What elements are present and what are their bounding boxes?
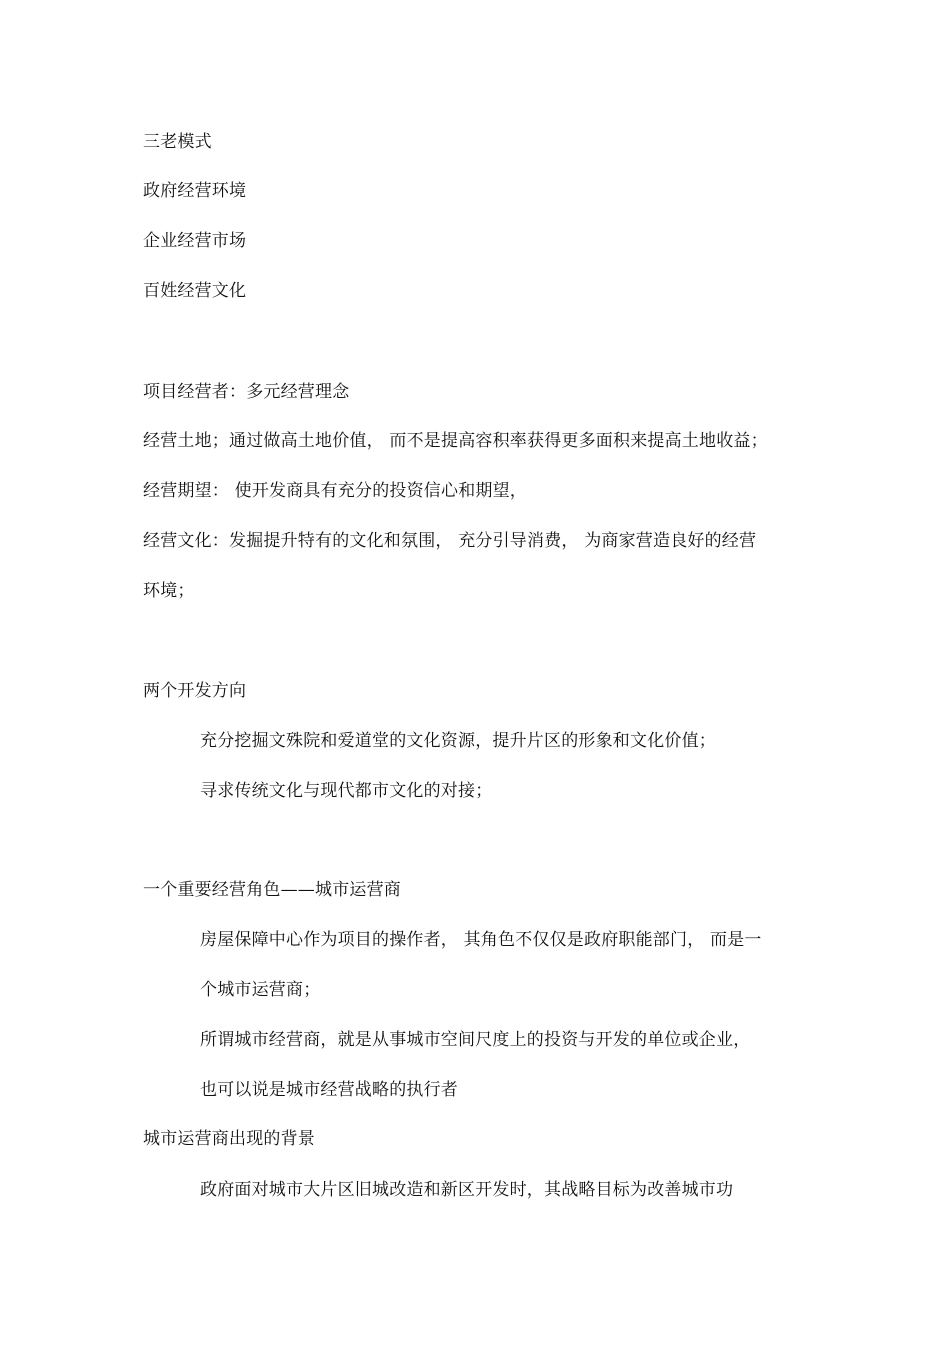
text-line: 环境； — [143, 581, 195, 601]
heading-background: 城市运营商出现的背景 — [143, 1129, 315, 1149]
text-line: 经营土地；通过做高土地价值， 而不是提高容积率获得更多面积来提高土地收益； — [143, 431, 768, 451]
indented-text-line: 所谓城市经营商，就是从事城市空间尺度上的投资与开发的单位或企业， — [200, 1030, 751, 1050]
text-line: 经营文化：发掘提升特有的文化和氛围， 充分引导消费， 为商家营造良好的经营 — [143, 531, 757, 551]
indented-text-line: 也可以说是城市经营战略的执行者 — [200, 1080, 458, 1100]
heading-project-operator: 项目经营者：多元经营理念 — [143, 382, 350, 402]
heading-san-lao-mode: 三老模式 — [143, 132, 212, 152]
indented-text-line: 寻求传统文化与现代都市文化的对接； — [200, 781, 493, 801]
text-line: 政府经营环境 — [143, 181, 247, 201]
text-line: 经营期望： 使开发商具有充分的投资信心和期望， — [143, 481, 528, 501]
heading-city-operator-role: 一个重要经营角色——城市运营商 — [143, 880, 401, 900]
indented-text-line: 房屋保障中心作为项目的操作者， 其角色不仅仅是政府职能部门， 而是一 — [200, 930, 762, 950]
text-line: 百姓经营文化 — [143, 281, 247, 301]
text-line: 企业经营市场 — [143, 231, 247, 251]
indented-text-line: 个城市运营商； — [200, 980, 321, 1000]
indented-text-line: 政府面对城市大片区旧城改造和新区开发时，其战略目标为改善城市功 — [200, 1180, 734, 1200]
indented-text-line: 充分挖掘文殊院和爱道堂的文化资源，提升片区的形象和文化价值； — [200, 731, 716, 751]
heading-two-directions: 两个开发方向 — [143, 681, 247, 701]
